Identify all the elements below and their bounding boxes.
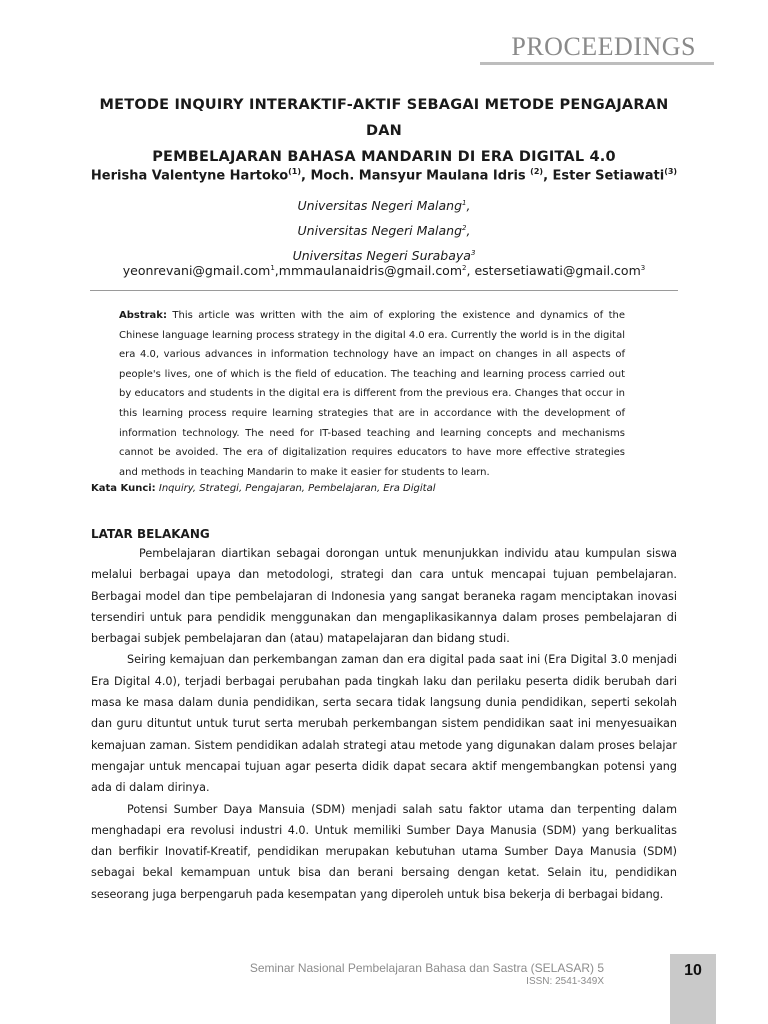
keywords-values: Inquiry, Strategi, Pengajaran, Pembelajaran, Era Digital: [158, 483, 436, 494]
abstract-text: This article was written with the aim of exploring the existence and dynamics of the Chinese language learning process strategy in the digital 4.0 era. Currently the world is in the digital era 4.0, various advances in information technology have an impact on changes in all aspects of people's lives, one of which is the field of education. The teaching and learning process carried out by educators and students in the digital era is different from the previous era. Changes that occur in this learning process require learning strategies that are in accordance with the development of information technology. The need for IT-based teaching and learning concepts and mechanisms cannot be avoided. The era of digitalization requires educators to have more effective strategies and methods in teaching Mandarin to make it easier for students to learn.: [119, 310, 625, 478]
abstract: [119, 306, 625, 482]
abstract-divider: [90, 290, 678, 291]
affiliation-1-suffix: ,: [466, 198, 471, 214]
section-heading: LATAR BELAKANG: [91, 527, 210, 541]
paragraph-3: Potensi Sumber Daya Mansuia (SDM) menjadi salah satu faktor utama dan terpenting dalam menghadapi era revolusi industri 4.0. Untuk memiliki Sumber Daya Manusia (SDM) yang berkualitas dan berfikir Inovatif-Kreatif, pendidikan merupakan kebutuhan utama Sumber Daya Manusia (SDM) sebagai bekal kemampuan untuk bisa dan berani bersaing dengan ketat. Selain itu, pendidikan seseorang juga berpengaruh pada kesempatan yang diperoleh untuk bisa bekerja di berbagai bidang.: [91, 802, 677, 901]
affiliation-3-mark: 3: [470, 249, 476, 258]
affiliation-list: [60, 192, 708, 267]
title-line-2: PEMBELAJARAN BAHASA MANDARIN DI ERA DIGITAL 4.0: [152, 149, 616, 165]
body-text: [91, 543, 677, 905]
email-2-mark: 2: [462, 263, 467, 272]
email-1-mark: 1: [270, 263, 275, 272]
keywords-label: Kata Kunci:: [91, 483, 156, 494]
footer-issn: ISSN: 2541-349X: [526, 976, 604, 987]
footer-seminar: Seminar Nasional Pembelajaran Bahasa dan Sastra (SELASAR) 5: [249, 961, 604, 975]
title-line-1: METODE INQUIRY INTERAKTIF-AKTIF SEBAGAI METODE PENGAJARAN DAN: [99, 97, 669, 139]
affiliation-2-mark: 2: [462, 224, 467, 233]
page-number-box: [670, 954, 716, 1024]
abstract-label: Abstrak:: [119, 310, 167, 321]
affiliation-2: [60, 217, 708, 242]
affiliation-3-name: Universitas Negeri Surabaya: [292, 248, 471, 264]
email-3: estersetiawati@gmail.com: [474, 263, 641, 278]
affiliation-1-mark: 1: [462, 199, 467, 207]
email-2: mmmaulanaidris@gmail.com: [278, 263, 463, 278]
email-list: yeonrevani@gmail.com$^1$,mmmaulanaidris@gmail.com$^2$, estersetiawati@gmail.com$^3$: [122, 263, 646, 278]
page-number: 10: [684, 962, 702, 979]
author-3-mark: (3): [664, 167, 678, 176]
affiliation-1: [60, 192, 708, 217]
author-1-mark: (1): [288, 167, 302, 176]
running-head: PROCEEDINGS: [511, 32, 696, 61]
affiliation-1-name: Universitas Negeri Malang: [297, 198, 463, 214]
paragraph-1: Pembelajaran diartikan sebagai dorongan untuk menunjukkan individu atau kumpulan siswa melalui berbagai upaya dan metodologi, strategi dan cara untuk mencapai tujuan pembelajaran. Berbagai model dan tipe pembelajaran di Indonesia yang sangat beraneka ragam menciptakan inovasi tersendiri untuk para pendidik menggunakan dan mengaplikasikannya dalam proses pembelajaran di berbagai subjek pembelajaran dan (atau) matapelajaran dan bidang studi.: [91, 547, 677, 646]
affiliation-2-suffix: ,: [466, 223, 471, 239]
email-1: yeonrevani@gmail.com: [122, 263, 271, 278]
affiliation-2-name: Universitas Negeri Malang: [297, 223, 463, 239]
paragraph-2: Seiring kemajuan dan perkembangan zaman dan era digital pada saat ini (Era Digital 3.0 menjadi Era Digital 4.0), terjadi berbagai perubahan pada tingkah laku dan perilaku peserta didik berubah dari masa ke masa dalam dunia pendidikan, serta secara tidak langsung dunia pendidikan, seperti sekolah dan guru dituntut untuk turut serta merubah perkembangan sistem pendidikan saat ini menyesuaikan kemajuan zaman. Sistem pendidikan adalah strategi atau metode yang digunakan dalam proses belajar mengajar untuk mencapai tujuan agar peserta didik dapat secara aktif mengembangkan potensi yang ada di dalam dirinya.: [91, 653, 677, 795]
keywords: [91, 483, 435, 494]
author-1: Herisha Valentyne Hartoko: [90, 168, 289, 184]
email-3-mark: 3: [640, 263, 646, 272]
author-2-mark: (2): [530, 167, 544, 176]
author-list: Herisha Valentyne Hartoko$^{(1)}$, Moch. Mansyur Maulana Idris $^{(2)}$, Ester Setiawati$^{(3)}$: [90, 167, 678, 184]
author-2: Moch. Mansyur Maulana Idris: [310, 168, 526, 184]
paper-title: [80, 92, 688, 170]
header-rule: [480, 62, 714, 65]
author-3: Ester Setiawati: [552, 168, 665, 184]
